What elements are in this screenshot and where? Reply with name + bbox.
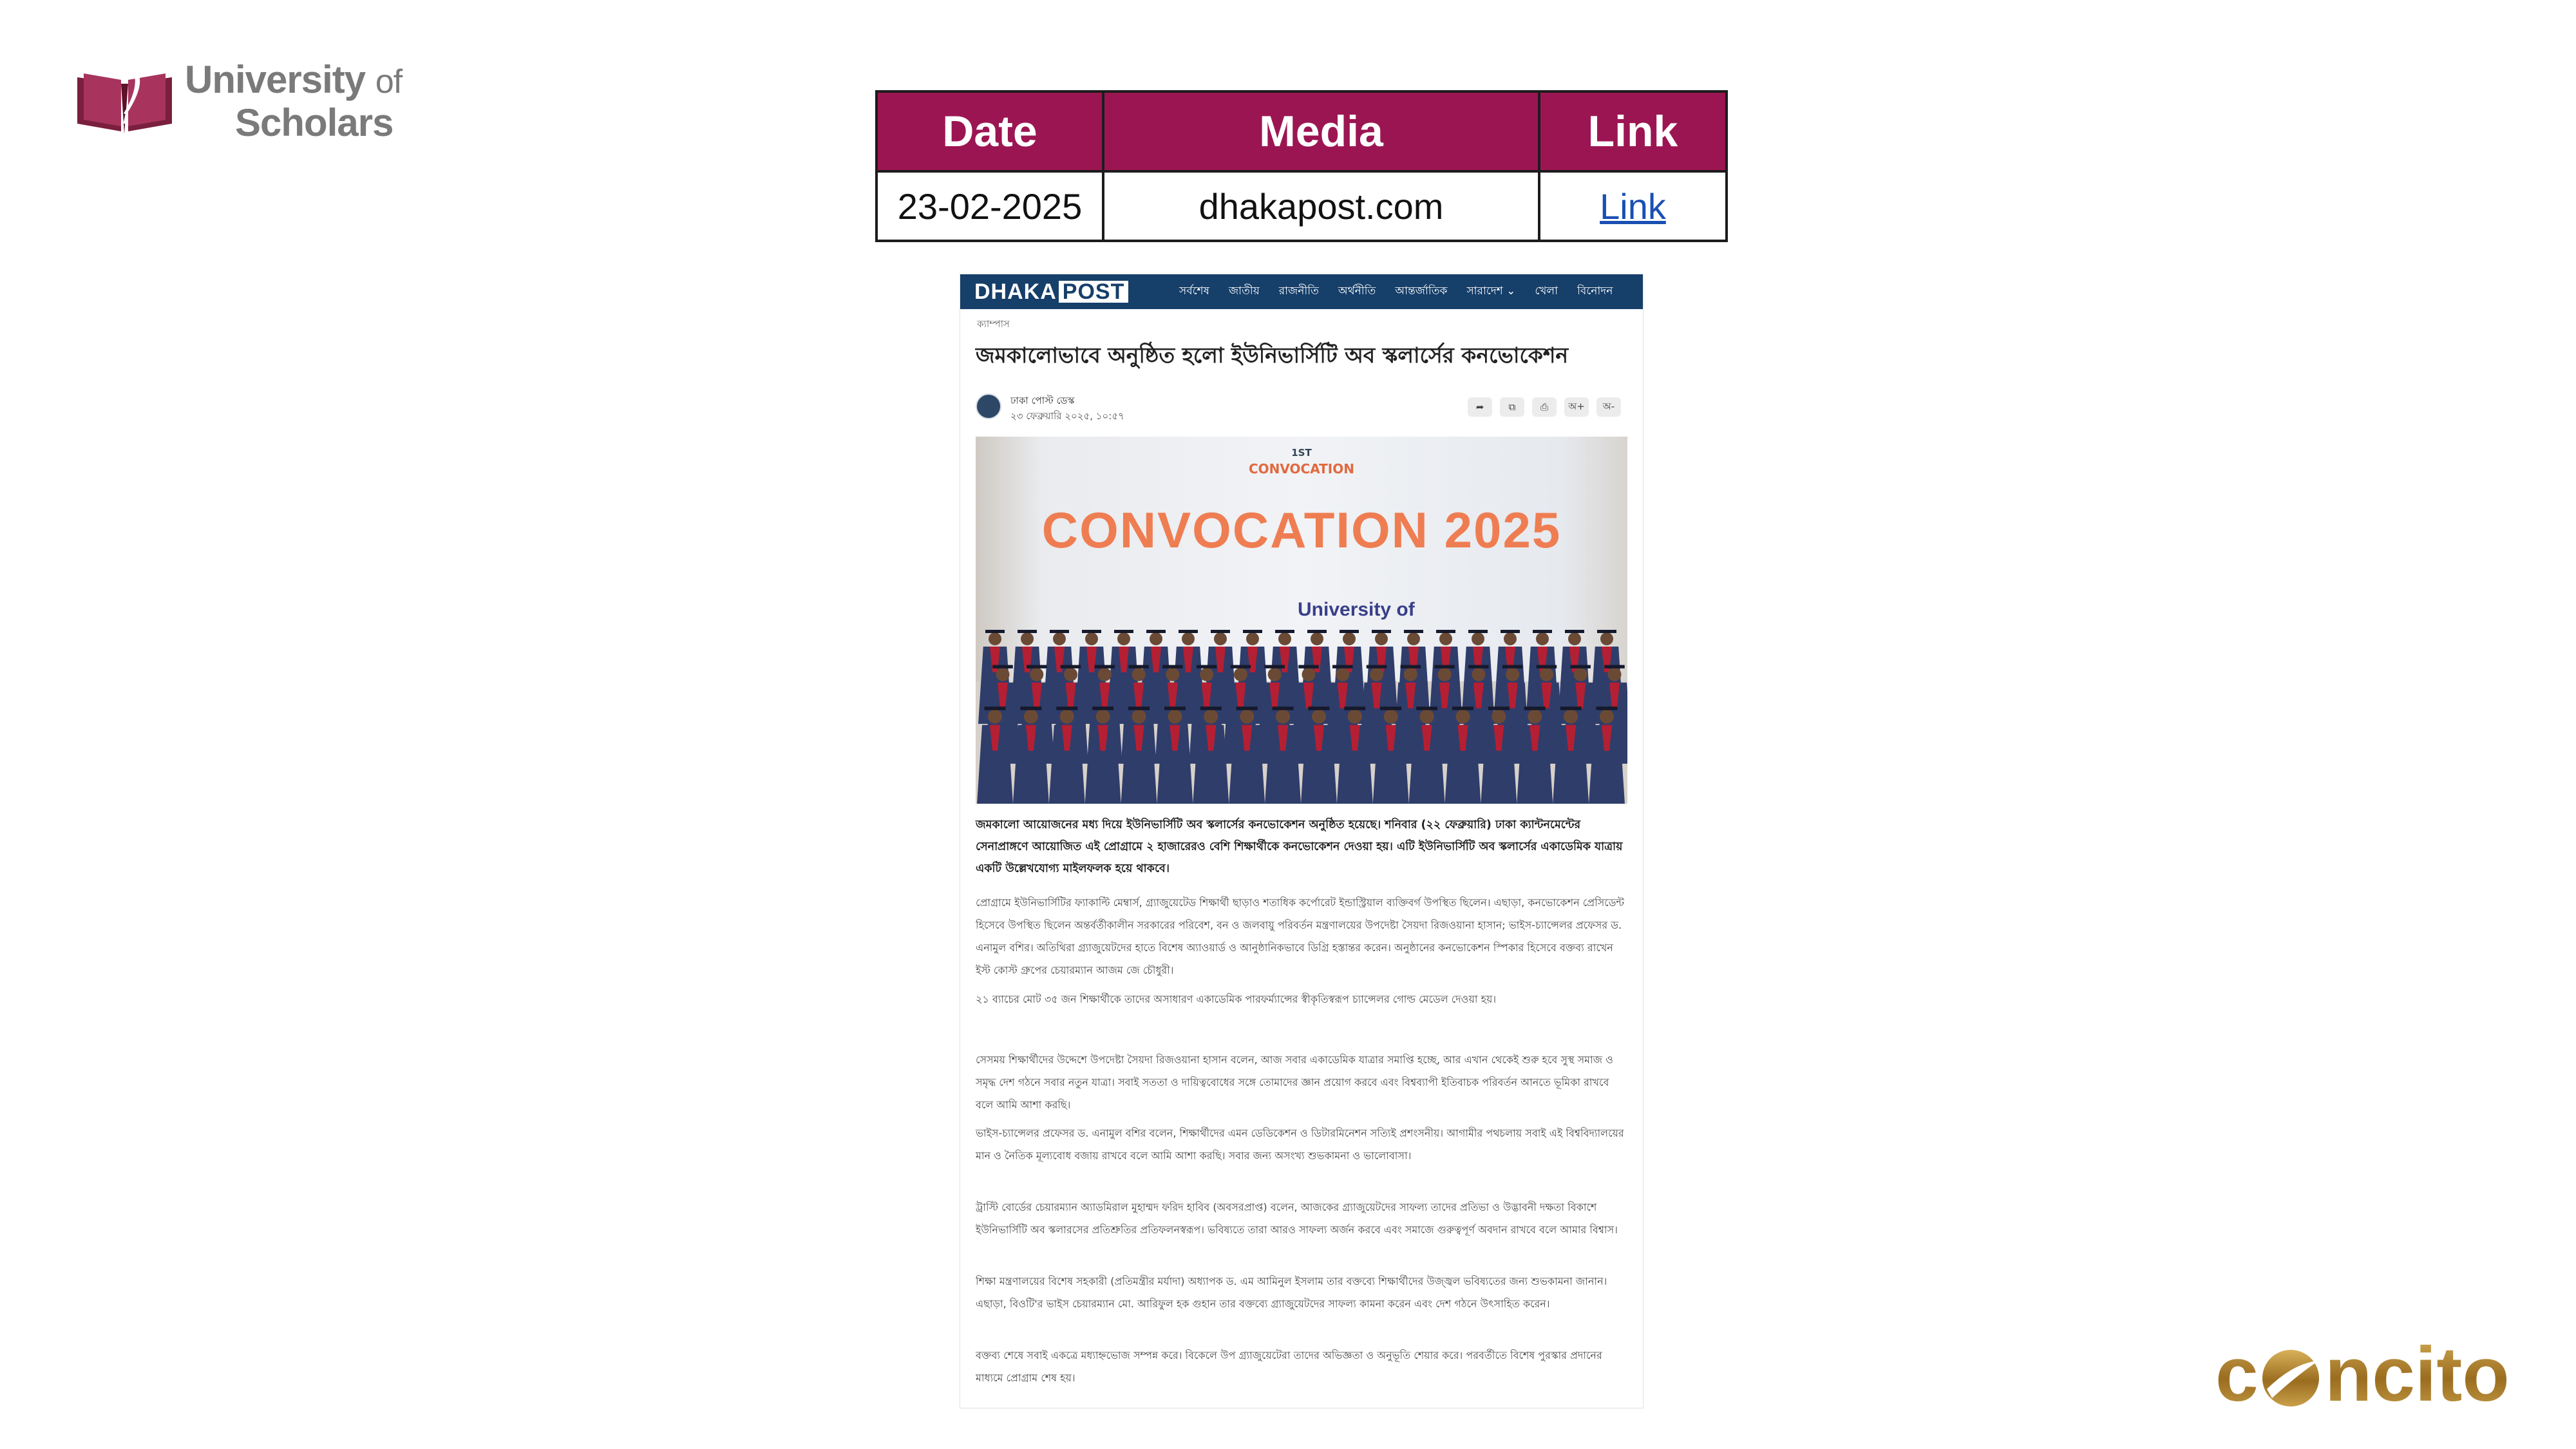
nav-menu xyxy=(1179,274,1613,309)
nav-item-economy[interactable]: অর্থনীতি xyxy=(1338,285,1376,298)
banner-small-line2: CONVOCATION xyxy=(1249,461,1354,477)
university-name-line1: University xyxy=(185,58,366,101)
cell-media: dhakapost.com xyxy=(1103,171,1539,241)
header-link: Link xyxy=(1539,91,1727,171)
nav-item-latest[interactable]: সর্বশেষ xyxy=(1179,285,1209,298)
author-avatar xyxy=(976,393,1001,419)
brand-left: DHAKA xyxy=(974,279,1057,304)
dhakapost-logo[interactable] xyxy=(974,279,1128,304)
article-link[interactable]: Link xyxy=(1600,185,1666,227)
article-toolbar xyxy=(1468,397,1621,417)
banner-small-line1: 1ST xyxy=(1291,447,1312,459)
table-header-row xyxy=(876,91,1727,171)
graduates-group xyxy=(976,609,1627,804)
concito-letter-c: c xyxy=(2215,1336,2259,1417)
share-icon[interactable]: ➦ xyxy=(1468,397,1492,417)
article-paragraph-3: সেসময় শিক্ষার্থীদের উদ্দেশে উপদেষ্টা সৈয়দা রিজওয়ানা হাসান বলেন, আজ সবার একাডেমিক যাত্রার সমাপ্তি হচ্ছে, আর এখান থেকেই শুরু হবে সুস্থ সমাজ ও সমৃদ্ধ দেশ গঠনে সবার নতুন যাত্রা। সবাই সততা ও দায়িত্ববোধের সঙ্গে তোমাদের জ্ঞান প্রয়োগ করবে এবং বিশ্বব্যাপী ইতিবাচক পরিবর্তন আনতে ভূমিকা রাখবে বলে আমি আশা করছি। xyxy=(976,1054,1613,1111)
open-book-quill-icon xyxy=(75,64,175,134)
nav-item-politics[interactable]: রাজনীতি xyxy=(1278,285,1319,298)
table-row xyxy=(876,171,1727,241)
university-wordmark xyxy=(185,59,402,144)
nav-item-international[interactable]: আন্তর্জাতিক xyxy=(1395,285,1448,298)
concito-swirl-icon xyxy=(2262,1350,2319,1406)
article-paragraph-5: ট্রাস্টি বোর্ডের চেয়ারম্যান অ্যাডমিরাল মুহাম্মদ ফরিদ হাবিব (অবসরপ্রাপ্ত) বলেন, আজকের গ্র্যাজুয়েটদের সাফল্য তাদের প্রতিভা ও উদ্ভাবনী দক্ষতা বিকাশে ইউনিভার্সিটি অব স্কলারসের প্রতিশ্রুতির প্রতিফলনস্বরূপ। ভবিষ্যতে তারা আরও সাফল্য অর্জন করবে এবং সমাজে গুরুত্বপূর্ণ অবদান রাখবে বলে আমার বিশ্বাস। xyxy=(976,1201,1618,1236)
article-screenshot xyxy=(960,274,1643,1408)
convocation-group-photo xyxy=(976,437,1627,804)
concito-letters-ncito: ncito xyxy=(2325,1336,2510,1417)
university-logo xyxy=(72,59,433,143)
coverage-table xyxy=(875,90,1728,242)
concito-logo xyxy=(2215,1336,2557,1423)
nav-item-country[interactable]: সারাদেশ ⌄ xyxy=(1466,285,1516,298)
banner-title: CONVOCATION 2025 xyxy=(1041,502,1562,558)
nav-item-sports[interactable]: খেলা xyxy=(1535,285,1558,298)
site-nav-bar xyxy=(960,274,1643,309)
article-paragraph-7: বক্তব্য শেষে সবাই একত্রে মধ্যাহ্নভোজ সম্পন্ন করে। বিকেলে উপ গ্র্যাজুয়েটেরা তাদের অভিজ্ঞতা ও অনুভূতি শেয়ার করে। পরবর্তীতে বিশেষ পুরস্কার প্রদানের মাধ্যমে প্রোগ্রাম শেষ হয়। xyxy=(976,1349,1602,1384)
university-name-line2: Scholars xyxy=(235,101,393,144)
cell-link xyxy=(1539,171,1727,241)
cell-date: 23-02-2025 xyxy=(876,171,1103,241)
category-breadcrumb[interactable]: ক্যাম্পাস xyxy=(977,318,1010,330)
copy-link-icon[interactable]: ⧉ xyxy=(1500,397,1524,417)
brand-right: POST xyxy=(1059,281,1129,303)
article-lead: জমকালো আয়োজনের মধ্য দিয়ে ইউনিভার্সিটি অব স্কলার্সের কনভোকেশন অনুষ্ঠিত হয়েছে। শনিবার (২২ ফেব্রুয়ারি) ঢাকা ক্যান্টনমেন্টের সেনাপ্রাঙ্গণে আয়োজিত এই প্রোগ্রামে ২ হাজারেরও বেশি শিক্ষার্থীকে কনভোকেশন দেওয়া হয়। এটি ইউনিভার্সিটি অব স্কলার্সের একাডেমিক যাত্রায় একটি উল্লেখযোগ্য মাইলফলক হয়ে থাকবে। xyxy=(976,819,1623,875)
banner-org: University of xyxy=(1298,599,1415,620)
university-name-of: of xyxy=(375,63,402,100)
header-date: Date xyxy=(876,91,1103,171)
article-paragraph-4: ভাইস-চ্যান্সেলর প্রফেসর ড. এনামুল বশির বলেন, শিক্ষার্থীদের এমন ডেডিকেশন ও ডিটারমিনেশন সত্যিই প্রশংসনীয়। আগামীর পথচলায় সবাই এই বিশ্ববিদ্যালয়ের মান ও নৈতিক মূল্যবোধ বজায় রাখবে বলে আমি আশা করছি। সবার জন্য অসংখ্য শুভকামনা ও ভালোবাসা। xyxy=(976,1127,1624,1162)
font-decrease-button[interactable]: অ- xyxy=(1596,397,1621,417)
article-paragraph-1: প্রোগ্রামে ইউনিভার্সিটির ফ্যাকাল্টি মেম্বার্স, গ্র্যাজুয়েটেড শিক্ষার্থী ছাড়াও শতাধিক কর্পোরেট ইন্ডাস্ট্রিয়াল ব্যক্তিবর্গ উপস্থিত ছিলেন। এছাড়া, কনভোকেশন প্রেসিডেন্ট হিসেবে উপস্থিত ছিলেন অন্তর্বর্তীকালীন সরকারের পরিবেশ, বন ও জলবায়ু পরিবর্তন মন্ত্রণালয়ের উপদেষ্টা সৈয়দা রিজওয়ানা হাসান; ভাইস-চ্যান্সেলর প্রফেসর ড. এনামুল বশির। অতিথিরা গ্র্যাজুয়েটদের হাতে বিশেষ অ্যাওয়ার্ড ও আনুষ্ঠানিকভাবে ডিগ্রি হস্তান্তর করেন। অনুষ্ঠানের কনভোকেশন স্পিকার হিসেবে বক্তব্য রাখেন ইস্ট কোস্ট গ্রুপের চেয়ারম্যান আজম জে চৌধুরী। xyxy=(976,896,1625,976)
author-name: ঢাকা পোস্ট ডেস্ক xyxy=(1010,395,1075,406)
header-media: Media xyxy=(1103,91,1539,171)
article-byline xyxy=(976,393,1626,423)
article-headline: জমকালোভাবে অনুষ্ঠিত হলো ইউনিভার্সিটি অব স্কলার্সের কনভোকেশন xyxy=(976,343,1569,368)
print-icon[interactable]: ⎙ xyxy=(1532,397,1557,417)
nav-item-entertainment[interactable]: বিনোদন xyxy=(1577,285,1613,298)
article-paragraph-2: ২১ ব্যাচের মোট ৩৫ জন শিক্ষার্থীকে তাদের অসাধারণ একাডেমিক পারফর্ম্যান্সের স্বীকৃতিস্বরূপ চ্যান্সেলর গোল্ড মেডেল দেওয়া হয়। xyxy=(976,993,1497,1005)
font-increase-button[interactable]: অ+ xyxy=(1564,397,1589,417)
nav-item-national[interactable]: জাতীয় xyxy=(1228,285,1260,298)
publish-time: ২৩ ফেব্রুয়ারি ২০২৫, ১০:৫৭ xyxy=(1010,410,1124,422)
article-paragraph-6: শিক্ষা মন্ত্রণালয়ের বিশেষ সহকারী (প্রতিমন্ত্রীর মর্যাদা) অধ্যাপক ড. এম আমিনুল ইসলাম তার বক্তব্যে শিক্ষার্থীদের উজ্জ্বল ভবিষ্যতের জন্য শুভকামনা জানান। এছাড়া, বিওটি'র ভাইস চেয়ারম্যান মো. আরিফুল হক গুহান তার বক্তব্যে গ্র্যাজুয়েটদের সাফল্য কামনা করেন এবং দেশ গঠনে উৎসাহিত করেন। xyxy=(976,1275,1607,1310)
